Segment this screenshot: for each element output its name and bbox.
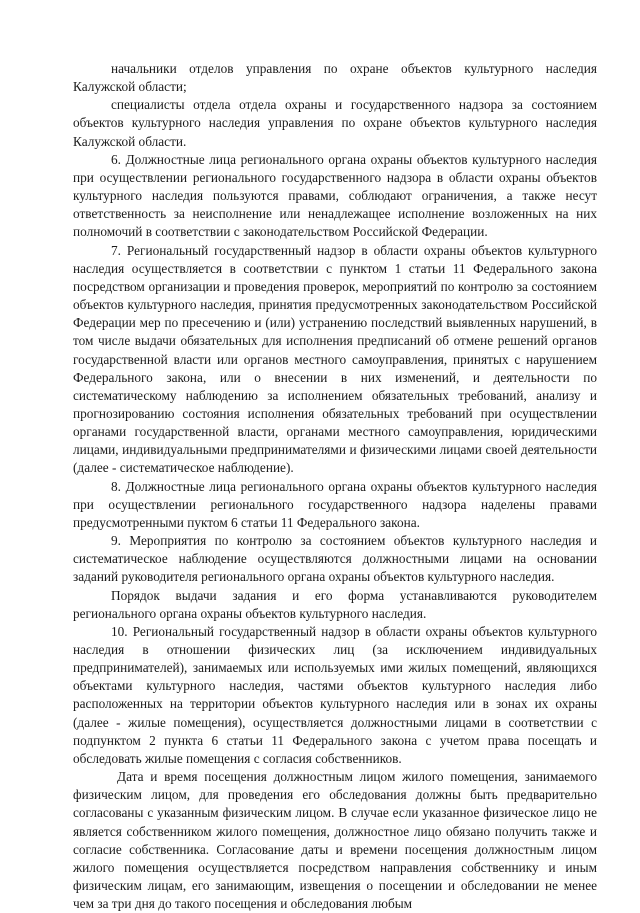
paragraph-item-9: 9. Мероприятия по контролю за состоянием объектов культурного наследия и систематическое наблюдение осуществляются должностными лицами на основании заданий руководителя регионального органа охраны объектов культурного наследия. (73, 533, 597, 585)
paragraph-assignment-procedure: Порядок выдачи задания и его форма устанавливаются руководителем регионального органа охраны объектов культурного наследия. (73, 587, 597, 621)
paragraph-visit-date-time: Дата и время посещения должностным лицом жилого помещения, занимаемого физическим лицом, для проведения его обследования должны быть предварительно согласованы с указанным физическим лицом. В случае если указанное физическое лицо не является собственником жилого помещения, должностное лицо обязано получить также и согласие собственника. Согласование даты и времени посещения должностным лицом жилого помещения осуществляется посредством направления собственнику и иным физическим лицам, его занимающим, извещения о посещении и обследовании не менее чем за три дня до такого посещения и обследования любым (73, 769, 597, 912)
document-body (73, 60, 597, 913)
paragraph-item-6: 6. Должностные лица регионального органа охраны объектов культурного наследия при осуществлении регионального государственного надзора в области охраны объектов культурного наследия пользуются правами, соблюдают ограничения, а также несут ответственность за неисполнение или ненадлежащее исполнение возложенных на них полномочий в соответствии с законодательством Российской Федерации. (73, 151, 597, 240)
paragraph-heads-of-departments: начальники отделов управления по охране объектов культурного наследия Калужской области; (73, 61, 597, 95)
paragraph-item-8: 8. Должностные лица регионального органа охраны объектов культурного наследия при осуществлении регионального государственного надзора наделены правами предусмотренными пуктом 6 статьи 11 Федерального закона. (73, 478, 597, 530)
paragraph-department-specialists: специалисты отдела отдела охраны и государственного надзора за состоянием объектов культурного наследия управления по охране объектов культурного наследия Калужской области. (73, 97, 597, 149)
paragraph-item-7: 7. Региональный государственный надзор в области охраны объектов культурного наследия осуществляется в соответствии с пунктом 1 статьи 11 Федерального закона посредством организации и проведения проверок, мероприятий по контролю за состоянием объектов культурного наследия, принятия предусмотренных законодательством Российской Федерации мер по пресечению и (или) устранению последствий выявленных нарушений, в том числе выдачи обязательных для исполнения предписаний об отмене решений органов государственной власти или органов местного самоуправления, принятых с нарушением Федерального закона, или о внесении в них изменений, и деятельности по систематическому наблюдению за исполнением обязательных требований, анализу и прогнозированию состояния исполнения обязательных требований при осуществлении органами государственной власти, органами местного самоуправления, юридическими лицами, индивидуальными предпринимателями и физическими лицами своей деятельности (далее - систематическое наблюдение). (73, 242, 597, 476)
paragraph-item-10: 10. Региональный государственный надзор в области охраны объектов культурного наследия в отношении физических лиц (за исключением индивидуальных предпринимателей), занимаемых или используемых ими жилых помещений, являющихся объектами культурного наследия, частями объектов культурного наследия либо расположенных на территории объектов культурного наследия или в зонах их охраны (далее - жилые помещения), осуществляется должностными лицами в соответствии с подпунктом 2 пункта 6 статьи 11 Федерального закона с учетом права посещать и обследовать жилые помещения с согласия собственников. (73, 623, 597, 766)
